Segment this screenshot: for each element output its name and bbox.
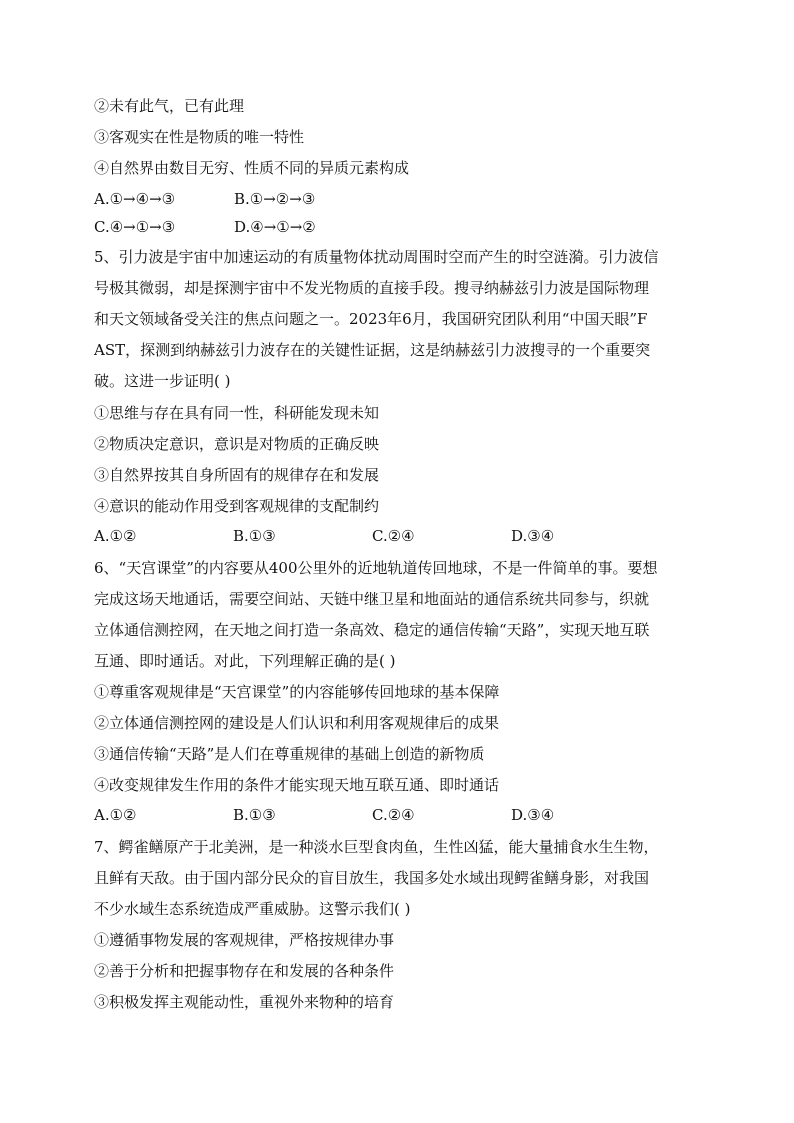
q4-option-d[interactable]: D.④→①→② bbox=[234, 218, 316, 236]
q4-option-a[interactable]: A.①→④→③ bbox=[94, 190, 176, 208]
q6-option-b[interactable]: B.①③ bbox=[233, 806, 276, 824]
q6-stem-line: 立体通信测控网，在天地之间打造一条高效、稳定的通信传输“天路”，实现天地互联 bbox=[94, 621, 650, 639]
q4-option-c[interactable]: C.④→①→③ bbox=[94, 218, 176, 236]
q6-options bbox=[94, 805, 714, 825]
q5-option-a[interactable]: A.①② bbox=[94, 527, 137, 545]
q6-option-c[interactable]: C.②④ bbox=[372, 806, 415, 824]
q4-options-row-2 bbox=[94, 217, 714, 237]
q4-item-4: ④自然界由数目无穷、性质不同的异质元素构成 bbox=[94, 159, 410, 177]
q6-item-3: ③通信传输“天路”是人们在尊重规律的基础上创造的新物质 bbox=[94, 745, 485, 763]
q5-stem-line: 5、引力波是宇宙中加速运动的有质量物体扰动周围时空而产生的时空涟漪。引力波信 bbox=[94, 248, 659, 266]
q7-stem-line: 不少水域生态系统造成严重威胁。这警示我们( ) bbox=[94, 900, 411, 918]
q5-option-b[interactable]: B.①③ bbox=[233, 527, 276, 545]
q6-option-d[interactable]: D.③④ bbox=[511, 806, 555, 824]
q6-item-1: ①尊重客观规律是“天宫课堂”的内容能够传回地球的基本保障 bbox=[94, 683, 500, 701]
q5-item-2: ②物质决定意识，意识是对物质的正确反映 bbox=[94, 435, 380, 453]
q6-item-4: ④改变规律发生作用的条件才能实现天地互联互通、即时通话 bbox=[94, 776, 500, 794]
q5-stem-line: 号极其微弱，却是探测宇宙中不发光物质的直接手段。搜寻纳赫兹引力波是国际物理 bbox=[94, 279, 650, 297]
q5-item-3: ③自然界按其自身所固有的规律存在和发展 bbox=[94, 466, 380, 484]
q7-stem-line: 7、鳄雀鳝原产于北美洲，是一种淡水巨型食肉鱼，生性凶猛，能大量捕食水生生物， bbox=[94, 838, 659, 856]
q7-item-1: ①遵循事物发展的客观规律，严格按规律办事 bbox=[94, 931, 395, 949]
q6-stem-line: 互通、即时通话。对此，下列理解正确的是( ) bbox=[94, 652, 396, 670]
q5-stem-line: 和天文领域备受关注的焦点问题之一。2023年6月，我国研究团队利用“中国天眼”F bbox=[94, 310, 648, 328]
q5-item-1: ①思维与存在具有同一性，科研能发现未知 bbox=[94, 404, 380, 422]
q5-option-d[interactable]: D.③④ bbox=[511, 527, 555, 545]
q4-options-row-1 bbox=[94, 189, 714, 209]
q5-stem-line: AST，探测到纳赫兹引力波存在的关键性证据，这是纳赫兹引力波搜寻的一个重要突 bbox=[94, 341, 651, 359]
q5-options bbox=[94, 526, 714, 546]
q6-stem-line: 6、“天宫课堂”的内容要从400公里外的近地轨道传回地球，不是一件简单的事。要想 bbox=[94, 559, 658, 577]
q6-option-a[interactable]: A.①② bbox=[94, 806, 137, 824]
q6-stem-line: 完成这场天地通话，需要空间站、天链中继卫星和地面站的通信系统共同参与，织就 bbox=[94, 590, 650, 608]
q5-stem-line: 破。这进一步证明( ) bbox=[94, 372, 231, 390]
q7-item-3: ③积极发挥主观能动性，重视外来物种的培育 bbox=[94, 993, 395, 1011]
q7-item-2: ②善于分析和把握事物存在和发展的各种条件 bbox=[94, 962, 395, 980]
q4-item-3: ③客观实在性是物质的唯一特性 bbox=[94, 128, 305, 146]
q5-item-4: ④意识的能动作用受到客观规律的支配制约 bbox=[94, 497, 380, 515]
q7-stem-line: 且鲜有天敌。由于国内部分民众的盲目放生，我国多处水域出现鳄雀鳝身影，对我国 bbox=[94, 869, 650, 887]
q5-option-c[interactable]: C.②④ bbox=[372, 527, 415, 545]
q4-item-2: ②未有此气，已有此理 bbox=[94, 97, 245, 115]
q4-option-b[interactable]: B.①→②→③ bbox=[234, 190, 316, 208]
q6-item-2: ②立体通信测控网的建设是人们认识和利用客观规律后的成果 bbox=[94, 714, 500, 732]
